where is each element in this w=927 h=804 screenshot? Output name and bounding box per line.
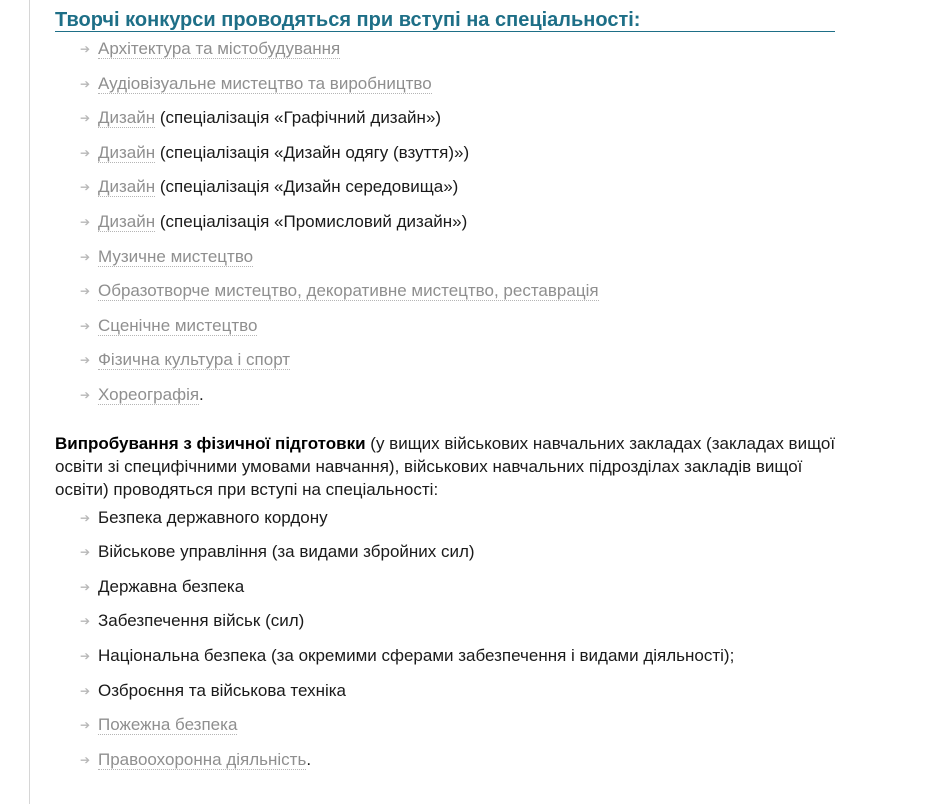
specialty-link[interactable]: Дизайн bbox=[98, 142, 156, 162]
arrow-right-icon: ➔ bbox=[80, 683, 91, 698]
list-item bbox=[55, 170, 875, 205]
specialty-link[interactable]: Сценічне мистецтво bbox=[98, 315, 258, 335]
article-content bbox=[55, 0, 875, 777]
arrow-right-icon: ➔ bbox=[80, 76, 91, 91]
specialty-link[interactable]: Образотворче мистецтво, декоративне мистецтво, реставрація bbox=[98, 281, 599, 301]
arrow-right-icon: ➔ bbox=[80, 387, 91, 402]
arrow-right-icon: ➔ bbox=[80, 545, 91, 560]
specialty-link[interactable]: Пожежна безпека bbox=[98, 715, 238, 735]
specialty-note: . bbox=[306, 749, 312, 769]
specialty-link[interactable]: Фізична культура і спорт bbox=[98, 350, 291, 370]
list-item bbox=[55, 604, 875, 639]
list-item bbox=[55, 378, 875, 413]
arrow-right-icon: ➔ bbox=[80, 318, 91, 333]
list-item bbox=[55, 240, 875, 275]
arrow-right-icon: ➔ bbox=[80, 214, 91, 229]
specialty-note: (спеціалізація «Промисловий дизайн») bbox=[155, 211, 468, 231]
specialty-link[interactable]: Музичне мистецтво bbox=[98, 246, 254, 266]
arrow-right-icon: ➔ bbox=[80, 145, 91, 160]
list-item bbox=[55, 743, 875, 778]
specialty-note: . bbox=[199, 384, 204, 404]
arrow-right-icon: ➔ bbox=[80, 284, 91, 299]
list-item bbox=[55, 205, 875, 240]
list-item bbox=[55, 101, 875, 136]
specialty-text: Забезпечення військ (сил) bbox=[98, 611, 305, 631]
list-item bbox=[55, 32, 875, 67]
arrow-right-icon: ➔ bbox=[80, 614, 91, 629]
list-item bbox=[55, 708, 875, 743]
creative-specialties-list bbox=[55, 32, 875, 413]
arrow-right-icon: ➔ bbox=[80, 510, 91, 525]
specialty-text: Державна безпека bbox=[98, 576, 245, 596]
list-item bbox=[55, 501, 875, 536]
arrow-right-icon: ➔ bbox=[80, 353, 91, 368]
specialty-link[interactable]: Архітектура та містобудування bbox=[98, 39, 341, 58]
arrow-right-icon: ➔ bbox=[80, 752, 91, 767]
physical-training-paragraph bbox=[55, 432, 845, 501]
page-left-border bbox=[29, 0, 30, 804]
specialty-link[interactable]: Дизайн bbox=[98, 177, 156, 197]
specialty-text: Національна безпека (за окремими сферами забезпечення і видами діяльності); bbox=[98, 645, 735, 665]
list-item bbox=[55, 309, 875, 344]
specialty-note: (спеціалізація «Дизайн середовища») bbox=[155, 177, 459, 197]
list-item bbox=[55, 639, 875, 674]
physical-training-bold: Випробування з фізичної підготовки bbox=[55, 433, 366, 453]
specialty-note: (спеціалізація «Графічний дизайн») bbox=[155, 108, 442, 128]
list-item bbox=[55, 343, 875, 378]
arrow-right-icon: ➔ bbox=[80, 249, 91, 264]
specialty-link[interactable]: Хореографія bbox=[98, 384, 200, 404]
list-item bbox=[55, 674, 875, 709]
arrow-right-icon: ➔ bbox=[80, 579, 91, 594]
list-item bbox=[55, 136, 875, 171]
list-item bbox=[55, 535, 875, 570]
physical-training-text: (у вищих військових навчальних закладах (закладах вищої освіти зі специфічними умовами навчання), військових навчальних підрозділах закладів вищої освіти) проводяться при вступі на спеціальності: bbox=[55, 433, 836, 499]
specialty-note: (спеціалізація «Дизайн одягу (взуття)») bbox=[155, 142, 470, 162]
specialty-text: Безпека державного кордону bbox=[98, 507, 328, 527]
specialty-link[interactable]: Дизайн bbox=[98, 108, 156, 128]
military-specialties-list bbox=[55, 501, 875, 778]
specialty-text: Військове управління (за видами збройних сил) bbox=[98, 542, 475, 562]
list-item bbox=[55, 274, 875, 309]
specialty-link[interactable]: Правоохоронна діяльність bbox=[98, 749, 307, 769]
list-item bbox=[55, 67, 875, 102]
arrow-right-icon: ➔ bbox=[80, 648, 91, 663]
specialty-link[interactable]: Аудіовізуальне мистецтво та виробництво bbox=[98, 73, 432, 93]
specialty-text: Озброєння та військова техніка bbox=[98, 680, 346, 700]
section-heading: Творчі конкурси проводяться при вступі на спеціальності: bbox=[55, 0, 835, 32]
specialty-link[interactable]: Дизайн bbox=[98, 211, 156, 231]
arrow-right-icon: ➔ bbox=[80, 42, 91, 56]
list-item bbox=[55, 570, 875, 605]
arrow-right-icon: ➔ bbox=[80, 718, 91, 733]
arrow-right-icon: ➔ bbox=[80, 180, 91, 195]
arrow-right-icon: ➔ bbox=[80, 111, 91, 126]
